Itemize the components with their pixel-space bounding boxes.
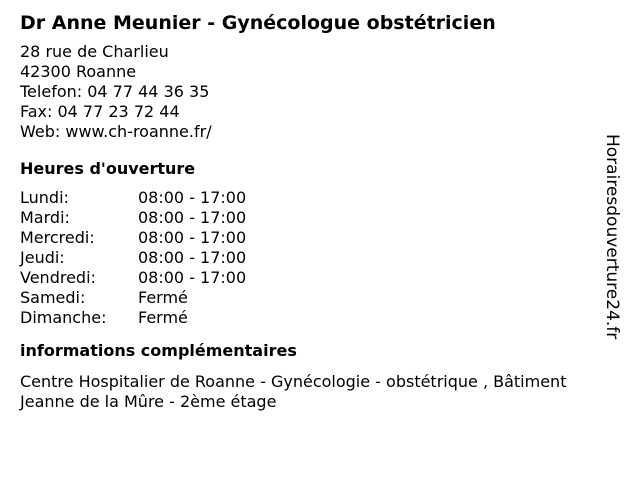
street-address: 28 rue de Charlieu (20, 42, 169, 61)
fax-number: Fax: 04 77 23 72 44 (20, 102, 180, 121)
time-value: 08:00 - 17:00 (138, 188, 247, 207)
hours-row-sunday (20, 308, 620, 328)
hours-row-wednesday (20, 228, 620, 248)
city-postcode: 42300 Roanne (20, 62, 137, 81)
address-block (20, 42, 620, 142)
time-value: Fermé (138, 308, 188, 327)
hours-table (20, 188, 620, 328)
day-label: Vendredi: (20, 268, 96, 287)
time-value: 08:00 - 17:00 (138, 268, 247, 287)
time-value: Fermé (138, 288, 188, 307)
day-label: Samedi: (20, 288, 86, 307)
day-label: Lundi: (20, 188, 69, 207)
day-label: Mercredi: (20, 228, 95, 247)
listing-card (20, 10, 620, 412)
time-value: 08:00 - 17:00 (138, 248, 247, 267)
hours-heading: Heures d'ouverture (20, 159, 196, 178)
info-heading: informations complémentaires (20, 341, 297, 360)
hours-row-friday (20, 268, 620, 288)
site-watermark: Horairesdouverture24.fr (602, 134, 622, 340)
hours-row-saturday (20, 288, 620, 308)
time-value: 08:00 - 17:00 (138, 228, 247, 247)
page-title: Dr Anne Meunier - Gynécologue obstétricien (20, 12, 496, 34)
info-text: Centre Hospitalier de Roanne - Gynécologie - obstétrique , Bâtiment Jeanne de la Mûre - 2ème étage (20, 372, 567, 411)
time-value: 08:00 - 17:00 (138, 208, 247, 227)
phone-number[interactable]: Telefon: 04 77 44 36 35 (20, 82, 210, 101)
hours-row-tuesday (20, 208, 620, 228)
day-label: Jeudi: (20, 248, 65, 267)
hours-row-monday (20, 188, 620, 208)
day-label: Mardi: (20, 208, 70, 227)
day-label: Dimanche: (20, 308, 107, 327)
hours-row-thursday (20, 248, 620, 268)
website-link[interactable]: Web: www.ch-roanne.fr/ (20, 122, 212, 141)
